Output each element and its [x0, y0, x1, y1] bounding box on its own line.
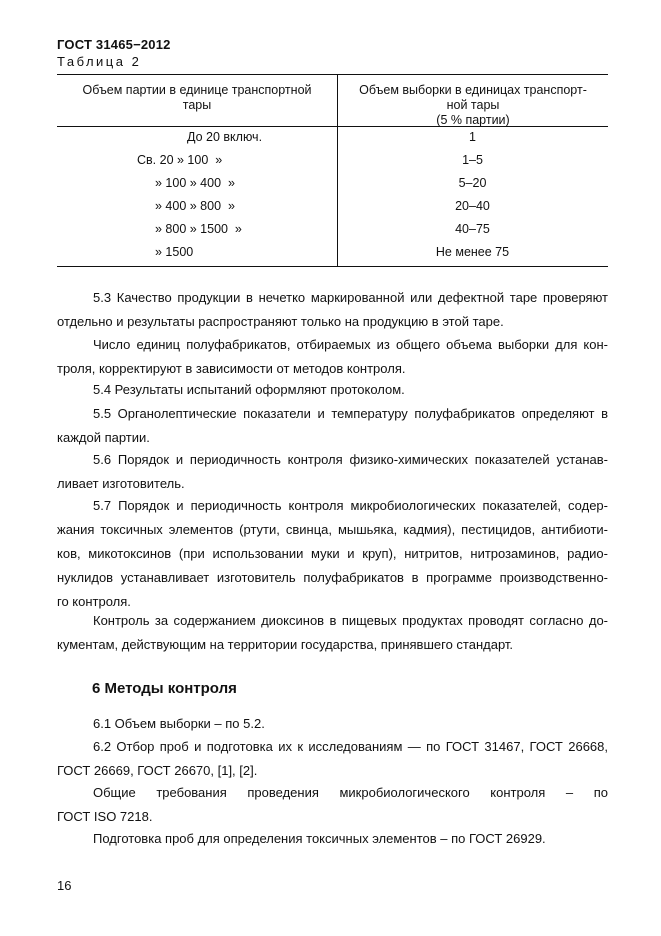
table-cell-lot-1: До 20 включ.	[187, 130, 263, 144]
table-cell-lot-3: » 100 » 400 »	[155, 176, 235, 190]
table-cell-lot-5: » 800 » 1500 »	[155, 222, 242, 236]
table-header-lot-size: Объем партии в единице транспортной тары	[82, 83, 312, 112]
paragraph-5-4: 5.4 Результаты испытаний оформляют протоколом.	[93, 382, 405, 397]
table-cell-sample-2: 1–5	[462, 153, 483, 167]
table-cell-sample-3: 5–20	[458, 176, 487, 190]
paragraph-5-3-sample-count: Число единиц полуфабрикатов, отбираемых из общего объема выборки для кон- троля, корректируют в зависимости от методов контроля.	[57, 337, 608, 376]
paragraph-5-3: 5.3 Качество продукции в нечетко маркированной или дефектной таре проверяют отдельно и результаты распространяют только на продукцию в этой таре.	[57, 290, 608, 329]
paragraph-5-7: 5.7 Порядок и периодичность контроля микробиологических показателей, содер- жания токсичных элементов (ртути, свинца, мышьяка, кадмия), пестицидов, антибиоти- ков, микотоксинов (при использовании муки и круп), нитритов, нитрозаминов, радио- нуклидов устанавливает изготовитель полуфабрикатов в программе производственно- го контроля.	[57, 498, 608, 609]
table-cell-sample-5: 40–75	[455, 222, 490, 236]
section-title: 6 Методы контроля	[92, 680, 237, 697]
table-cell-sample-1: 1	[469, 130, 476, 144]
page-number: 16	[57, 878, 72, 893]
table-cell-sample-4: 20–40	[455, 199, 490, 213]
table-cell-lot-2: Св. 20 » 100 »	[137, 153, 223, 167]
table-cell-lot-6: » 1500	[155, 245, 194, 259]
table-cell-sample-6: Не менее 75	[435, 245, 510, 259]
paragraph-6-1: 6.1 Объем выборки – по 5.2.	[93, 716, 265, 731]
paragraph-5-7-dioxins: Контроль за содержанием диоксинов в пищевых продуктах проводят согласно до- кументам, действующим на территории государства, принявшего стандарт.	[57, 613, 608, 652]
paragraph-6-2-toxic-elements: Подготовка проб для определения токсичных элементов – по ГОСТ 26929.	[93, 831, 546, 846]
sample-size-table	[57, 74, 608, 267]
paragraph-6-2: 6.2 Отбор проб и подготовка их к исследованиям — по ГОСТ 31467, ГОСТ 26668, ГОСТ 26669, ГОСТ 26670, [1], [2].	[57, 739, 608, 778]
paragraph-5-5: 5.5 Органолептические показатели и температуру полуфабрикатов определяют в каждой партии.	[57, 406, 608, 445]
table-column-divider	[337, 75, 338, 266]
table-caption: Таблица 2	[57, 54, 142, 69]
table-cell-lot-4: » 400 » 800 »	[155, 199, 235, 213]
paragraph-5-6: 5.6 Порядок и периодичность контроля физико-химических показателей устанав- ливает изготовитель.	[57, 452, 608, 491]
table-header-sample-size: Объем выборки в единицах транспорт- ной тары (5 % партии)	[359, 83, 587, 127]
document-code: ГОСТ 31465−2012	[57, 37, 171, 52]
paragraph-6-2-microbiology: Общие требования проведения микробиологического контроля – по ГОСТ ISO 7218.	[57, 785, 608, 824]
